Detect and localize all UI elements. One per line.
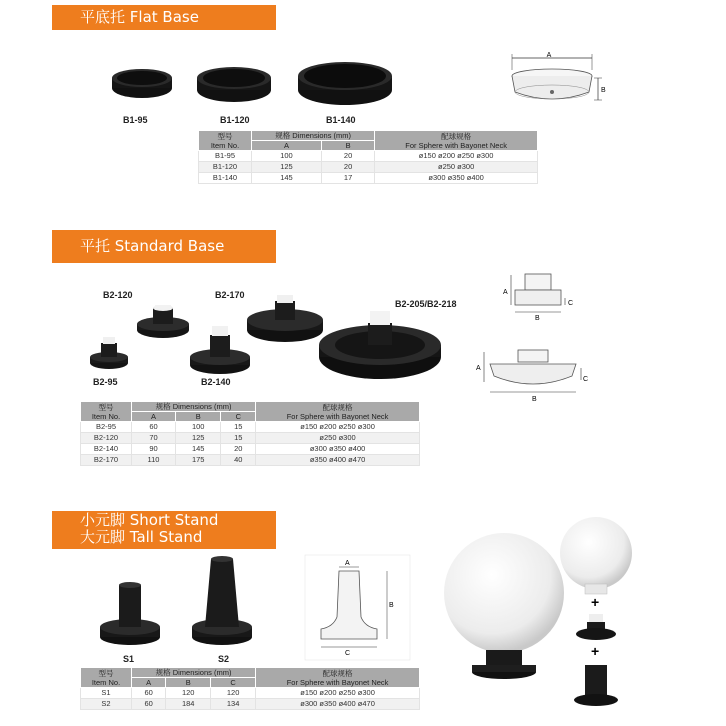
stand-diagram-label-c: C <box>345 650 351 657</box>
flat-base-products <box>100 50 400 120</box>
table-row: B2-120 70 125 15 ø250 ø300 <box>81 433 420 444</box>
label-b2-95: B2-95 <box>93 377 118 387</box>
plus-sign-2: + <box>591 643 600 659</box>
th-col-b: B <box>166 678 211 688</box>
th-col-a: A <box>132 678 166 688</box>
table-row: B1-120 125 20 ø250 ø300 <box>199 162 538 173</box>
table-row: B1-95 100 20 ø150 ø200 ø250 ø300 <box>199 151 538 162</box>
label-s1: S1 <box>123 654 135 664</box>
short-stand-title: 小元脚 Short Stand <box>80 511 219 529</box>
th-dimensions: 规格 Dimensions (mm) <box>252 131 375 141</box>
flat-diagram-label-a: A <box>546 52 552 59</box>
table-row: B2-140 90 145 20 ø300 ø350 ø400 <box>81 444 420 455</box>
label-b2-140: B2-140 <box>201 377 231 387</box>
standard-base-banner <box>52 230 276 263</box>
standard-base-dimension-diagram-large <box>476 348 595 406</box>
globe-lamp-assembly-images <box>440 510 640 715</box>
stand-banner <box>52 511 276 549</box>
th-item-no: 型号 Item No. <box>199 131 252 151</box>
th-col-a: A <box>132 412 176 422</box>
flat-base-spec-table <box>198 130 538 184</box>
label-b2-170: B2-170 <box>215 290 245 300</box>
table-row: S2 60 184 134 ø300 ø350 ø400 ø470 <box>81 699 420 710</box>
flat-base-dimension-diagram <box>505 50 615 120</box>
th-item-no: 型号 Item No. <box>81 402 132 422</box>
th-col-c: C <box>211 678 256 688</box>
std-small-label-a: A <box>503 289 508 296</box>
std-large-label-c: C <box>583 376 589 383</box>
label-b1-120: B1-120 <box>220 115 250 125</box>
plus-sign-1: + <box>591 594 600 610</box>
table-row: B2-95 60 100 15 ø150 ø200 ø250 ø300 <box>81 422 420 433</box>
std-large-label-a: A <box>476 365 481 372</box>
th-col-b: B <box>321 141 374 151</box>
standard-base-products <box>85 295 445 390</box>
th-col-a: A <box>252 141 322 151</box>
std-large-label-b: B <box>532 396 537 403</box>
table-row: S1 60 120 120 ø150 ø200 ø250 ø300 <box>81 688 420 699</box>
stand-diagram-label-b: B <box>389 602 394 609</box>
stand-products <box>95 555 265 650</box>
standard-base-spec-table <box>80 401 420 466</box>
std-small-label-b: B <box>535 315 540 322</box>
table-row: B1-140 145 17 ø300 ø350 ø400 <box>199 173 538 184</box>
label-b2-205-218: B2-205/B2-218 <box>395 299 457 309</box>
flat-base-title: 平底托 Flat Base <box>80 8 199 26</box>
label-b1-140: B1-140 <box>326 115 356 125</box>
th-col-c: C <box>221 412 256 422</box>
tall-stand-title: 大元脚 Tall Stand <box>80 528 203 546</box>
standard-base-title: 平托 Standard Base <box>80 237 225 255</box>
th-fit: 配球规格 For Sphere with Bayonet Neck <box>256 668 420 688</box>
th-dimensions: 规格 Dimensions (mm) <box>132 402 256 412</box>
label-b1-95: B1-95 <box>123 115 148 125</box>
th-col-b: B <box>176 412 221 422</box>
flat-diagram-label-b: B <box>601 87 606 94</box>
th-fit: 配球规格 For Sphere with Bayonet Neck <box>375 131 538 151</box>
th-fit: 配球规格 For Sphere with Bayonet Neck <box>256 402 420 422</box>
stand-dimension-diagram <box>305 555 410 660</box>
flat-base-banner <box>52 5 276 30</box>
table-row: B2-170 110 175 40 ø350 ø400 ø470 <box>81 455 420 466</box>
std-small-label-c: C <box>568 300 574 307</box>
th-item-no: 型号 Item No. <box>81 668 132 688</box>
label-b2-120: B2-120 <box>103 290 133 300</box>
th-dimensions: 规格 Dimensions (mm) <box>132 668 256 678</box>
label-s2: S2 <box>218 654 230 664</box>
standard-base-dimension-diagram-small <box>503 272 583 322</box>
stand-diagram-label-a: A <box>345 560 350 567</box>
stand-spec-table <box>80 667 420 710</box>
